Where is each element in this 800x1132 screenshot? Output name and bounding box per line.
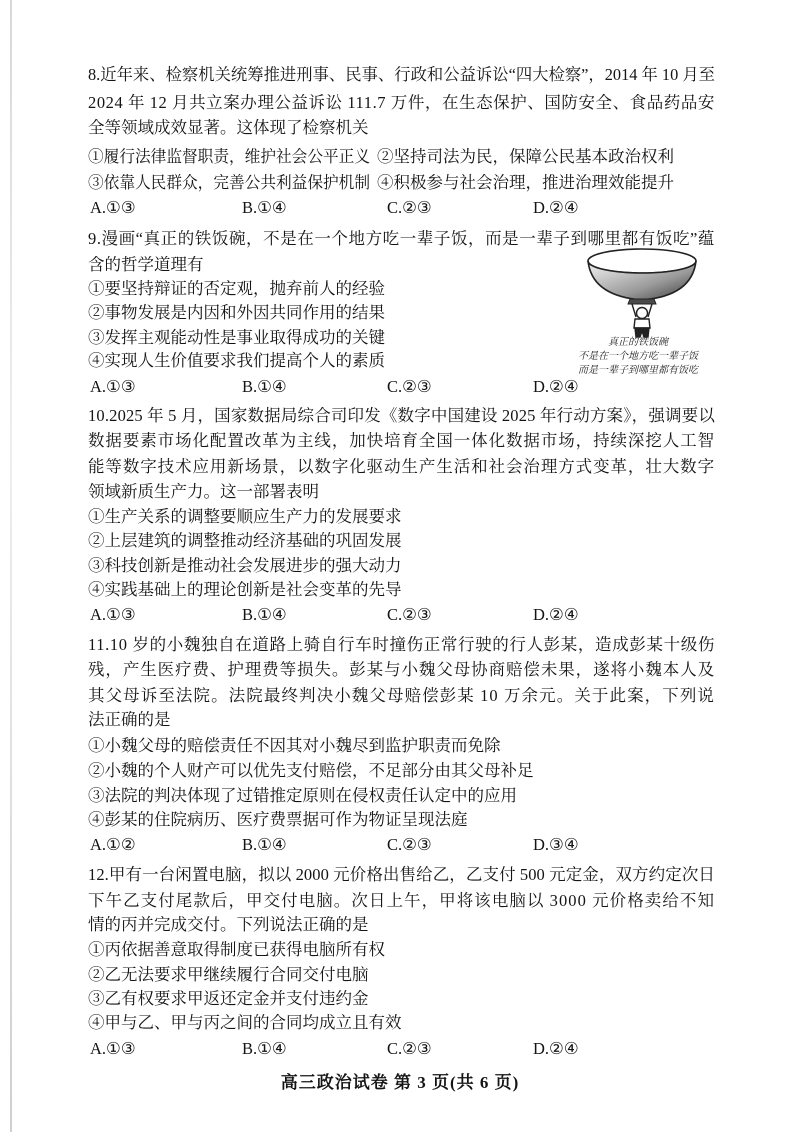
option-3 bbox=[88, 172, 370, 194]
choice-d: D.②④ bbox=[533, 605, 579, 624]
option-1 bbox=[88, 735, 688, 757]
option-4 bbox=[377, 172, 677, 194]
stem-text: 2024 年 12 月共立案办理公益诉讼 111.7 万件，在生态保护、国防安全、食品药品安 bbox=[88, 93, 715, 112]
option-text: ②乙无法要求甲继续履行合同交付电脑 bbox=[88, 965, 369, 984]
choice-a: A.①② bbox=[90, 835, 136, 854]
option-4 bbox=[88, 809, 688, 831]
question-stem-line bbox=[88, 92, 715, 114]
option-text: ①丙依据善意取得制度已获得电脑所有权 bbox=[88, 940, 385, 959]
cartoon-caption bbox=[568, 336, 708, 378]
stem-text: 数据要素市场化配置改革为主线，加快培育全国一体化数据市场，持续深挖人工智 bbox=[88, 431, 715, 450]
question-stem-line bbox=[88, 685, 715, 707]
option-3 bbox=[88, 555, 688, 577]
stem-text: 情的丙并完成交付。下列说法正确的是 bbox=[88, 915, 369, 934]
option-text: ①生产关系的调整要顺应生产力的发展要求 bbox=[88, 507, 402, 526]
option-1 bbox=[88, 939, 688, 961]
question-12 bbox=[88, 864, 715, 1058]
option-3 bbox=[88, 785, 688, 807]
question-stem-line bbox=[88, 864, 715, 886]
stem-text: 含的哲学道理有 bbox=[88, 255, 204, 274]
question-stem-line bbox=[88, 634, 715, 656]
choice-d: D.②④ bbox=[533, 1039, 579, 1058]
question-stem-line bbox=[88, 430, 715, 452]
stem-text: 11.10 岁的小魏独自在道路上骑自行车时撞伤正常行驶的行人彭某，造成彭某十级伤 bbox=[88, 635, 715, 654]
option-text: ④实践基础上的理论创新是社会变革的先导 bbox=[88, 580, 402, 599]
choice-c: C.②③ bbox=[387, 605, 432, 624]
option-text: ②事物发展是内因和外因共同作用的结果 bbox=[88, 303, 385, 322]
question-11 bbox=[88, 634, 715, 854]
choice-a: A.①③ bbox=[90, 198, 136, 217]
caption-line: 真正的铁饭碗 bbox=[608, 337, 668, 348]
option-3 bbox=[88, 988, 688, 1010]
choice-d: D.②④ bbox=[533, 198, 579, 217]
choice-a: A.①③ bbox=[90, 377, 136, 396]
option-2 bbox=[88, 760, 688, 782]
option-text: ③科技创新是推动社会发展进步的强大动力 bbox=[88, 556, 402, 575]
option-2 bbox=[88, 302, 558, 324]
option-text: ①要坚持辩证的否定观，抛弃前人的经验 bbox=[88, 279, 385, 298]
option-4 bbox=[88, 1012, 688, 1034]
choice-d: D.③④ bbox=[533, 835, 579, 854]
choice-b: B.①④ bbox=[242, 377, 287, 396]
question-8 bbox=[88, 64, 715, 254]
stem-text: 8.近年来、检察机关统筹推进刑事、民事、行政和公益诉讼“四大检察”，2014 年 10 月至 bbox=[88, 65, 715, 84]
option-text: ③发挥主观能动性是事业取得成功的关键 bbox=[88, 328, 385, 347]
stem-text: 残，产生医疗费、护理费等损失。彭某与小魏父母协商赔偿未果，遂将小魏本人及 bbox=[88, 660, 715, 679]
caption-line: 不是在一个地方吃一辈子饭 bbox=[578, 351, 698, 362]
choice-b: B.①④ bbox=[242, 835, 287, 854]
option-4 bbox=[88, 579, 688, 601]
question-stem-line bbox=[88, 709, 715, 731]
stem-text: 12.甲有一台闲置电脑，拟以 2000 元价格出售给乙，乙支付 500 元定金，双方约定次日 bbox=[88, 865, 715, 884]
question-stem-line bbox=[88, 254, 558, 276]
choice-b: B.①④ bbox=[242, 198, 287, 217]
question-stem-line bbox=[88, 659, 715, 681]
choice-c: C.②③ bbox=[387, 835, 432, 854]
choice-c: C.②③ bbox=[387, 377, 432, 396]
option-text: ②小魏的个人财产可以优先支付赔偿，不足部分由其父母补足 bbox=[88, 761, 534, 780]
choice-b: B.①④ bbox=[242, 1039, 287, 1058]
option-1 bbox=[88, 278, 558, 300]
caption-line: 而是一辈子到哪里都有饭吃 bbox=[578, 365, 698, 376]
option-text: ①小魏父母的赔偿责任不因其对小魏尽到监护职责而免除 bbox=[88, 736, 501, 755]
stem-text: 其父母诉至法院。法院最终判决小魏父母赔偿彭某 10 万余元。关于此案，下列说 bbox=[88, 686, 715, 705]
option-text: ④实现人生价值要求我们提高个人的素质 bbox=[88, 351, 385, 370]
question-stem-line bbox=[88, 405, 715, 427]
question-stem-line bbox=[88, 890, 715, 912]
option-text: ②上层建筑的调整推动经济基础的巩固发展 bbox=[88, 531, 402, 550]
page-footer: 高三政治试卷 第 3 页(共 6 页) bbox=[280, 1073, 520, 1092]
question-stem-line bbox=[88, 64, 715, 86]
choice-a: A.①③ bbox=[90, 605, 136, 624]
option-1 bbox=[88, 146, 370, 168]
question-stem-line bbox=[88, 117, 715, 139]
option-text: ①履行法律监督职责，维护社会公平正义 bbox=[88, 147, 370, 166]
stem-text: 能等数字技术应用新场景，以数字化驱动生产生活和社会治理方式变革，壮大数字 bbox=[88, 457, 715, 476]
option-2 bbox=[88, 964, 688, 986]
question-10 bbox=[88, 405, 715, 624]
stem-text: 10.2025 年 5 月，国家数据局综合司印发《数字中国建设 2025 年行动方案》，强调要以 bbox=[88, 406, 715, 425]
option-text: ③依靠人民群众，完善公共利益保护机制 bbox=[88, 173, 370, 192]
option-text: ④积极参与社会治理，推进治理效能提升 bbox=[377, 173, 674, 192]
stem-text: 下午乙支付尾款后，甲交付电脑。次日上午，甲将该电脑以 3000 元价格卖给不知 bbox=[88, 891, 715, 910]
person-figure-icon bbox=[632, 304, 652, 337]
option-2 bbox=[377, 146, 677, 168]
question-stem-line bbox=[88, 481, 715, 503]
question-stem-line bbox=[88, 456, 715, 478]
option-text: ④甲与乙、甲与丙之间的合同均成立且有效 bbox=[88, 1013, 402, 1032]
option-text: ②坚持司法为民，保障公民基本政治权利 bbox=[377, 147, 674, 166]
stem-text: 领域新质生产力。这一部署表明 bbox=[88, 482, 319, 501]
stem-text: 全等领域成效显著。这体现了检察机关 bbox=[88, 118, 369, 137]
option-1 bbox=[88, 506, 688, 528]
choice-a: A.①③ bbox=[90, 1039, 136, 1058]
choice-d: D.②④ bbox=[533, 377, 579, 396]
option-text: ④彭某的住院病历、医疗费票据可作为物证呈现法庭 bbox=[88, 810, 468, 829]
bowl-icon bbox=[588, 249, 696, 304]
choice-c: C.②③ bbox=[387, 1039, 432, 1058]
option-2 bbox=[88, 530, 688, 552]
option-text: ③乙有权要求甲返还定金并支付违约金 bbox=[88, 989, 369, 1008]
choice-b: B.①④ bbox=[242, 605, 287, 624]
scan-edge-shadow bbox=[10, 0, 12, 1132]
stem-text: 法正确的是 bbox=[88, 710, 171, 729]
option-3 bbox=[88, 327, 558, 349]
question-stem-line bbox=[88, 914, 715, 936]
option-text: ③法院的判决体现了过错推定原则在侵权责任认定中的应用 bbox=[88, 786, 517, 805]
iron-rice-bowl-cartoon bbox=[578, 246, 708, 338]
choice-c: C.②③ bbox=[387, 198, 432, 217]
option-4 bbox=[88, 350, 558, 372]
stem-text: 9.漫画“真正的铁饭碗，不是在一个地方吃一辈子饭，而是一辈子到哪里都有饭吃”蕴 bbox=[88, 229, 715, 248]
